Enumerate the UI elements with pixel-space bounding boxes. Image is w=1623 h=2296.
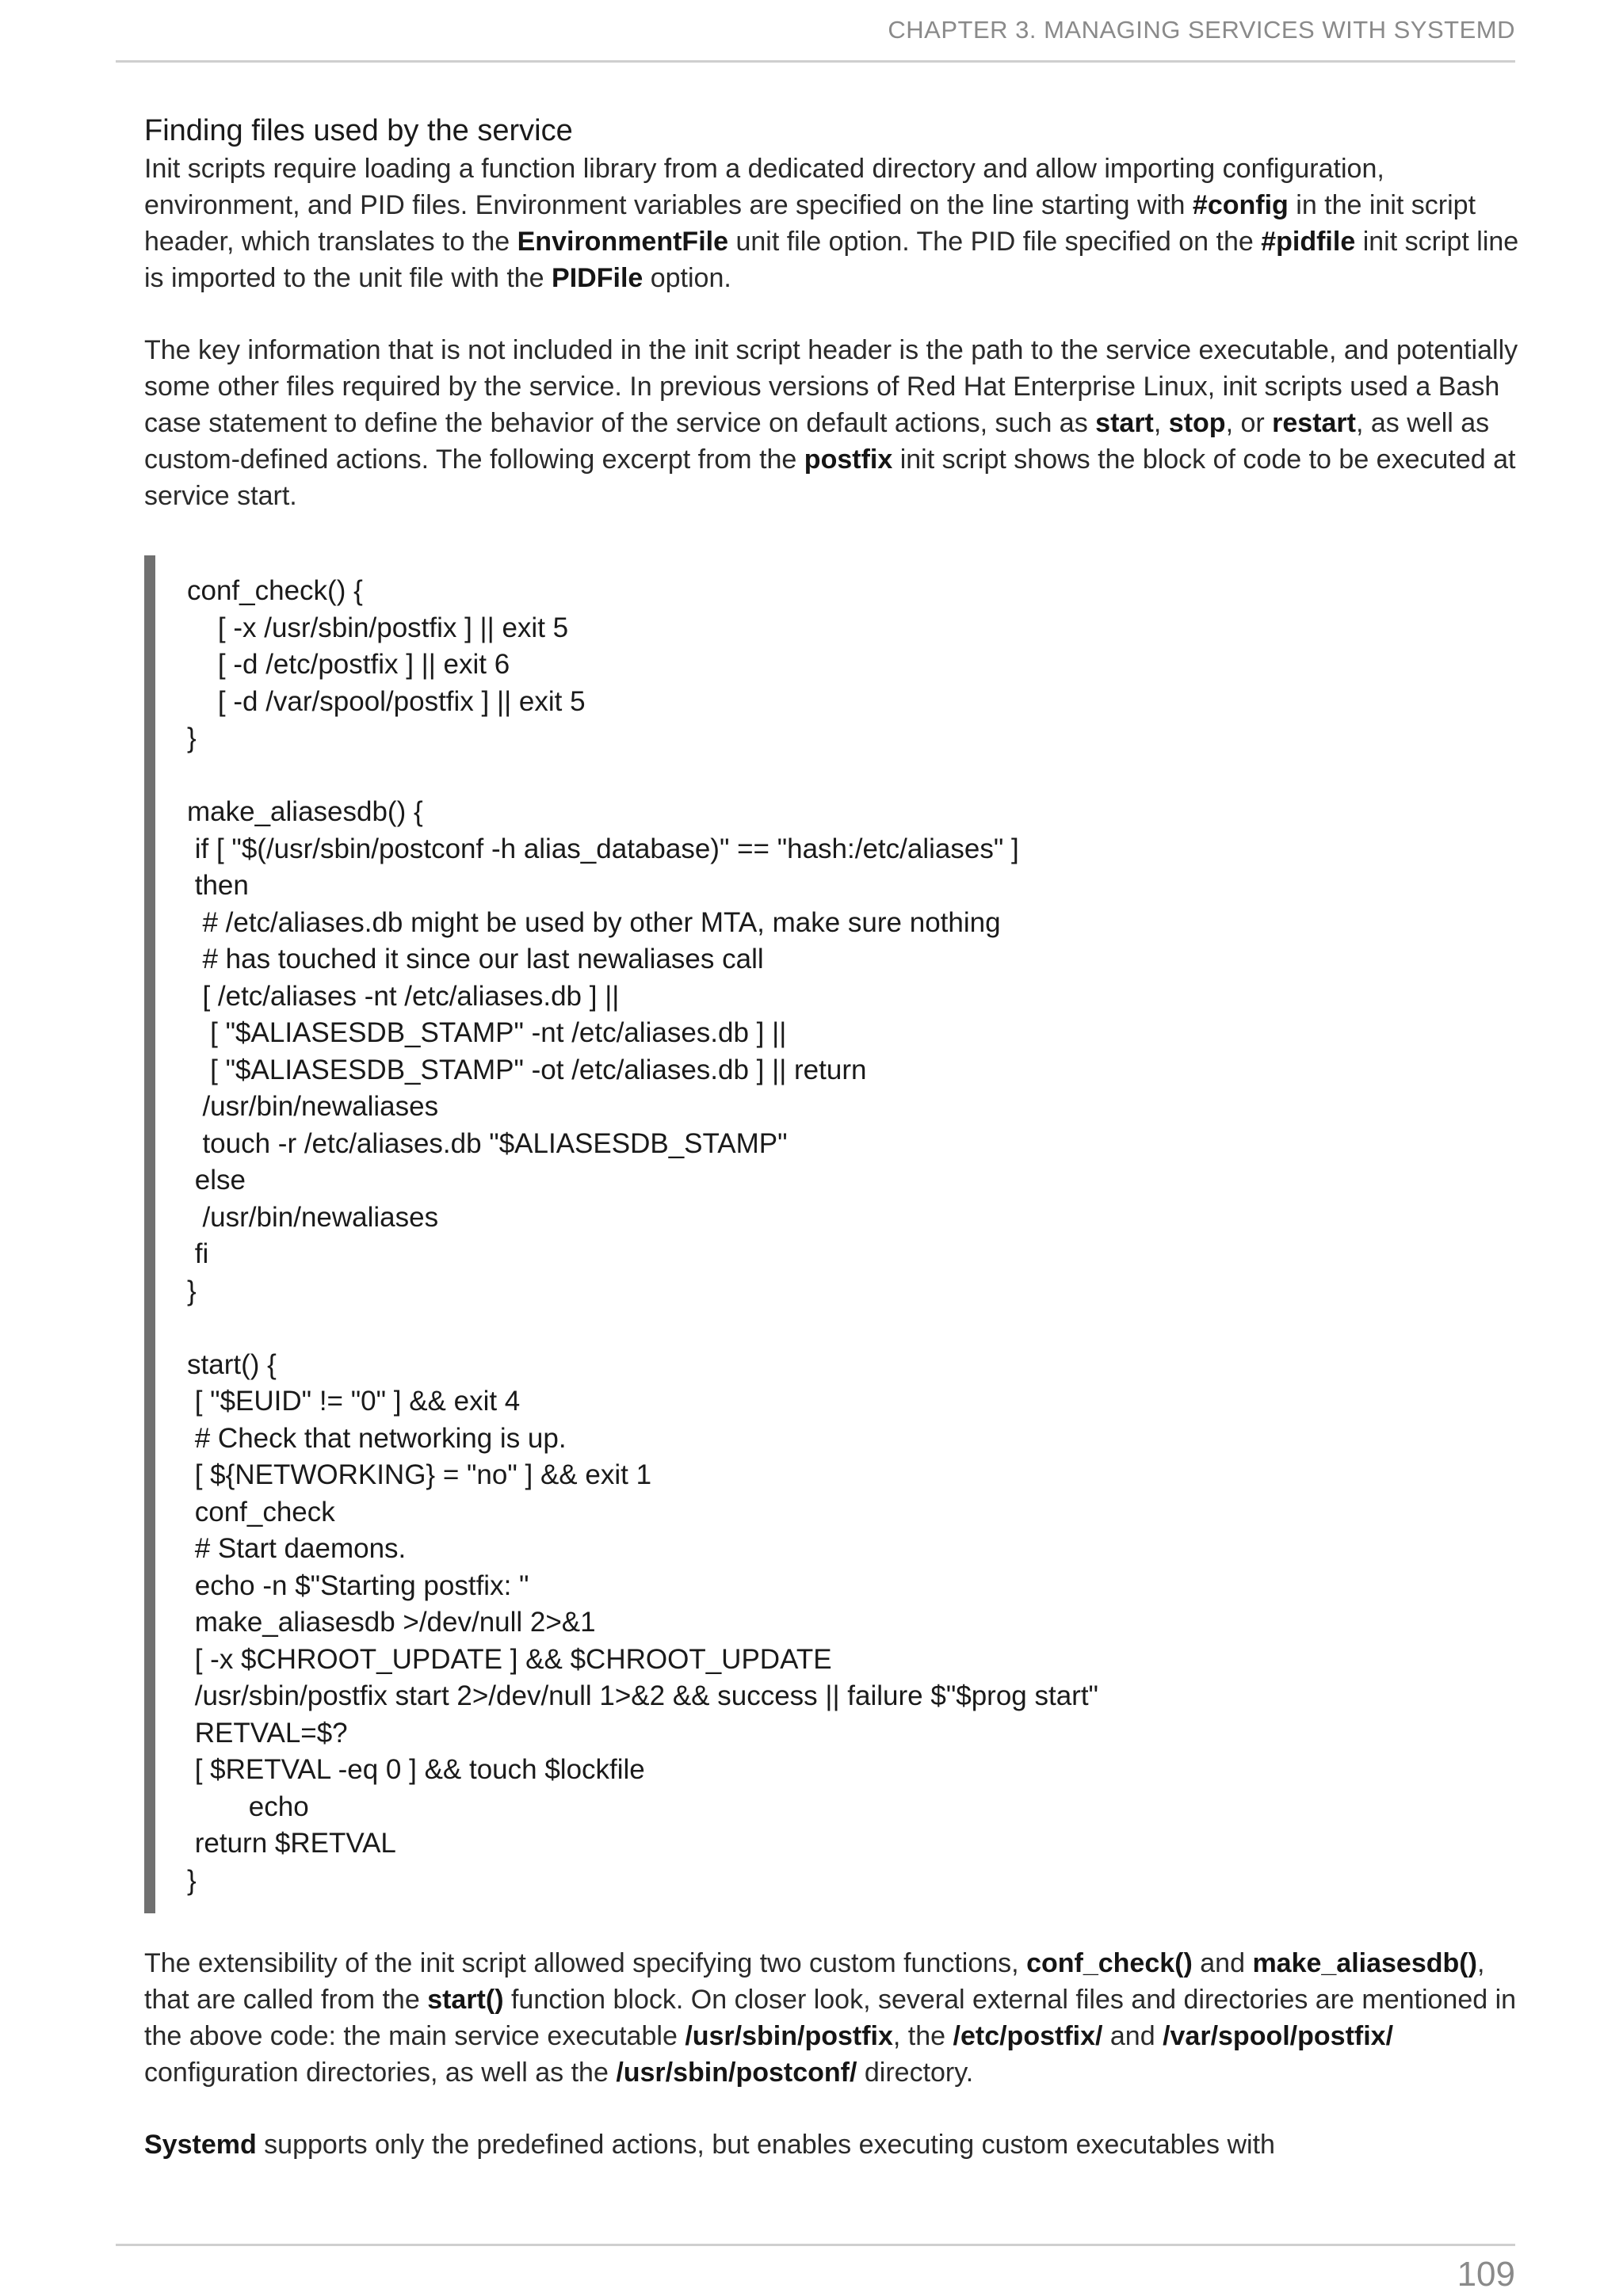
- term-systemd: Systemd: [144, 2130, 257, 2160]
- text-run: ,: [1153, 408, 1169, 438]
- text-run: and: [1102, 2021, 1163, 2051]
- text-run: The extensibility of the init script allowed specifying two custom functions,: [144, 1948, 1027, 1978]
- code-term-start: start: [1095, 408, 1154, 438]
- paragraph-key-information: [144, 332, 1523, 514]
- paragraph-gap: [144, 1913, 1523, 1945]
- text-run: , as well as custom-defined actions. The following excerpt from the: [144, 408, 1490, 475]
- page-number: 109: [1457, 2255, 1515, 2294]
- path-usr-sbin-postconf: /usr/sbin/postconf/: [616, 2058, 857, 2088]
- text-run: directory.: [857, 2058, 974, 2088]
- running-header: CHAPTER 3. MANAGING SERVICES WITH SYSTEMD: [888, 16, 1515, 44]
- path-etc-postfix: /etc/postfix/: [953, 2021, 1103, 2051]
- paragraph-init-scripts: [144, 151, 1523, 296]
- path-var-spool-postfix: /var/spool/postfix/: [1163, 2021, 1394, 2051]
- text-run: and: [1192, 1948, 1253, 1978]
- text-run: init script line is imported to the unit file with the: [144, 227, 1519, 293]
- code-listing: conf_check() { [ -x /usr/sbin/postfix ] || exit 5 [ -d /etc/postfix ] || exit 6 [ -d /var/spool/postfix ] || exit 5 } make_aliasesdb() { if [ "$(/usr/sbin/postconf -h alias_database)" == "hash:/etc/aliases" ] then # /etc/aliases.db might be used by other MTA, make sure nothing # has touched it since our last newaliases call [ /etc/aliases -nt /etc/aliases.db ] || [ "$ALIASESDB_STAMP" -nt /etc/aliases.db ] || [ "$ALIASESDB_STAMP" -ot /etc/aliases.db ] || return /usr/bin/newaliases touch -r /etc/aliases.db "$ALIASESDB_STAMP" else /usr/bin/newaliases fi } start() { [ "$EUID" != "0" ] && exit 4 # Check that networking is up. [ ${NETWORKING} = "no" ] && exit 1 conf_check # Start daemons. echo -n $"Starting postfix: " make_aliasesdb >/dev/null 2>&1 [ -x $CHROOT_UPDATE ] && $CHROOT_UPDATE /usr/sbin/postfix start 2>/dev/null 1>&2 && success || failure $"$prog start" RETVAL=$? [ $RETVAL -eq 0 ] && touch $lockfile echo return $RETVAL }: [144, 555, 1523, 1913]
- paragraph-extensibility: [144, 1945, 1523, 2091]
- code-term-postfix: postfix: [804, 444, 893, 475]
- text-run: Init scripts require loading a function library from a dedicated directory and allow importing configuration, environment, and PID files. Environment variables are specified on the line starting with: [144, 154, 1384, 220]
- header-rule: [116, 60, 1515, 63]
- code-term-make-aliasesdb: make_aliasesdb(): [1252, 1948, 1477, 1978]
- text-run: init script shows the block of code to be executed at service start.: [144, 444, 1516, 511]
- text-run: The key information that is not included in the init script header is the path to the service executable, and potentially some other files required by the service. In previous versions of Red Hat Enterprise Linux, init scripts used a Bash case statement to define the behavior of the service on default actions, such as: [144, 335, 1518, 438]
- path-usr-sbin-postfix: /usr/sbin/postfix: [685, 2021, 893, 2051]
- text-run: function block. On closer look, several external files and directories are mentioned in the above code: the main service executable: [144, 1985, 1517, 2051]
- code-term-stop: stop: [1168, 408, 1226, 438]
- code-term-config: #config: [1192, 190, 1289, 220]
- text-run: unit file option. The PID file specified on the: [728, 227, 1262, 257]
- paragraph-gap: [144, 2091, 1523, 2126]
- paragraph-systemd: [144, 2126, 1523, 2163]
- section-title: Finding files used by the service: [144, 114, 573, 147]
- page-content: [144, 111, 1523, 2163]
- text-run: , that are called from the: [144, 1948, 1485, 2015]
- text-run: supports only the predefined actions, but enables executing custom executables with: [256, 2130, 1275, 2160]
- text-run: configuration directories, as well as the: [144, 2058, 617, 2088]
- code-term-environmentfile: EnvironmentFile: [517, 227, 728, 257]
- code-term-pidfile-directive: #pidfile: [1261, 227, 1356, 257]
- code-term-start-function: start(): [427, 1985, 504, 2015]
- paragraph-gap: [144, 296, 1523, 332]
- code-term-conf-check: conf_check(): [1026, 1948, 1193, 1978]
- text-run: option.: [643, 263, 731, 293]
- code-block-accent-bar: [144, 555, 155, 1913]
- code-term-pidfile: PIDFile: [552, 263, 643, 293]
- text-run: , the: [892, 2021, 953, 2051]
- footer-rule: [116, 2244, 1515, 2246]
- text-run: in the init script header, which translates to the: [144, 190, 1476, 257]
- code-term-restart: restart: [1272, 408, 1356, 438]
- code-block: [144, 555, 1523, 1913]
- text-run: , or: [1225, 408, 1273, 438]
